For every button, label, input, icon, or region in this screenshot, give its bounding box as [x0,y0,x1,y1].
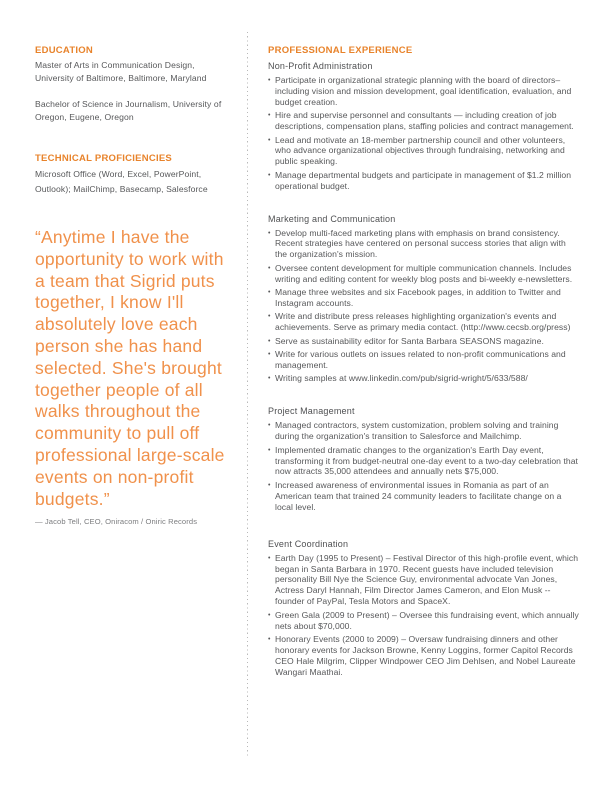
quote-text [35,227,233,510]
bullet-item: • Participate in organizational strategic planning with the board of directors– including vision and mission development, goal identification, evaluation, and budget creation. [268,75,580,108]
quote-line: events on non-profit [35,466,194,487]
left-column [35,45,233,526]
bullet-item: • Develop multi-faced marketing plans with emphasis on brand consistency. Recent strategies have centered on personal success stories that align with the organization's mission. [268,228,580,261]
quote-line: professional large-scale [35,444,225,465]
bullet-item: • Oversee content development for multiple communication channels. Includes writing and editing content for weekly blog posts and bi-weekly e-newsletters. [268,263,580,285]
professional-experience-heading: PROFESSIONAL EXPERIENCE [268,45,413,56]
education-item-bachelors: Bachelor of Science in Journalism, University of Oregon, Eugene, Oregon [35,99,222,122]
quote-line: walks throughout the [35,401,201,422]
technical-proficiencies-item: Microsoft Office (Word, Excel, PowerPoint, Outlook); MailChimp, Basecamp, Salesforce [35,169,208,194]
bullet-item: • Write for various outlets on issues related to non-profit communications and management. [268,349,580,371]
bullet-item: • Increased awareness of environmental issues in Romania as part of an American team that trained 24 community leaders to facilitate change on a local level. [268,480,580,513]
bullet-list [268,553,580,678]
testimonial-quote [35,227,233,526]
bullet-item: • Writing samples at www.linkedin.com/pub/sigrid-wright/5/633/588/ [268,373,580,384]
bullet-item: • Hire and supervise personnel and consultants — including creation of job descriptions, compensation plans, staffing policies and contract management. [268,110,580,132]
quote-line: “Anytime I have the [35,227,190,247]
technical-proficiencies-section [35,153,233,196]
column-divider-dotted-line [247,32,248,758]
quote-line: a team that Sigrid puts [35,270,215,291]
bullet-list [268,228,580,385]
section-project-management [268,406,580,512]
education-item-masters: Master of Arts in Communication Design, University of Baltimore, Baltimore, Maryland [35,60,207,83]
bullet-item: • Implemented dramatic changes to the organization's Earth Day event, transforming it from budget-neutral one-day event to a two-day celebration that now attracts 35,000 attendees and annually nets $75,000. [268,445,580,478]
quote-line: selected. She's brought [35,357,222,378]
quote-line: budgets.” [35,488,110,509]
bullet-list [268,420,580,512]
quote-line: together, I know I'll [35,292,184,313]
bullet-item: • Earth Day (1995 to Present) – Festival Director of this high-profile event, which began in Santa Barbara in 1970. Recent guests have included television personality Bill Nye the Science Guy, environmental advocate Van Jones, Actress Daryl Hannah, Film Director James Cameron, and Elon Musk -- founder of PayPal, Tesla Motors and SpaceX. [268,553,580,608]
section-title: Marketing and Communication [268,213,396,224]
quote-line: absolutely love each [35,314,198,335]
section-title: Non-Profit Administration [268,61,373,71]
quote-line: person she has hand [35,335,203,356]
bullet-item: • Manage departmental budgets and participate in management of $1.2 million operational budget. [268,170,580,192]
quote-line: opportunity to work with [35,248,224,269]
section-title: Event Coordination [268,538,349,549]
education-section [35,45,233,124]
bullet-item: • Managed contractors, system customization, problem solving and training during the organization's transition to Salesforce and Mailchimp. [268,420,580,442]
section-non-profit-administration [268,61,580,192]
section-marketing-and-communication [268,214,580,385]
bullet-item: • Lead and motivate an 18-member partnership council and other volunteers, who advance organizational objectives through fundraising, networking and public speaking. [268,135,580,168]
section-title: Project Management [268,406,355,417]
bullet-list [268,75,580,192]
quote-attribution: — Jacob Tell, CEO, Oniracom / Oniric Records [35,517,198,527]
bullet-item: • Serve as sustainability editor for Santa Barbara SEASONS magazine. [268,336,580,347]
education-heading: EDUCATION [35,45,94,56]
right-column [268,45,580,680]
quote-line: together people of all [35,379,203,400]
bullet-item: • Green Gala (2009 to Present) – Oversee this fundraising event, which annually nets about $70,000. [268,610,580,632]
bullet-item: • Honorary Events (2000 to 2009) – Oversaw fundraising dinners and other honorary events for Jackson Browne, Kenny Loggins, former Capitol Records CEO Hale Milgrim, Clipper Windpower CEO Jim Dehlsen, and Nobel Laureate Wangari Maathai. [268,634,580,678]
bullet-item: • Manage three websites and six Facebook pages, in addition to Twitter and Instagram accounts. [268,287,580,309]
section-event-coordination [268,539,580,678]
technical-proficiencies-heading: TECHNICAL PROFICIENCIES [35,153,173,164]
quote-line: community to pull off [35,423,200,444]
bullet-item: • Write and distribute press releases highlighting organization's events and achievements. Serve as primary media contact. (http://www.cecsb.org/press) [268,311,580,333]
